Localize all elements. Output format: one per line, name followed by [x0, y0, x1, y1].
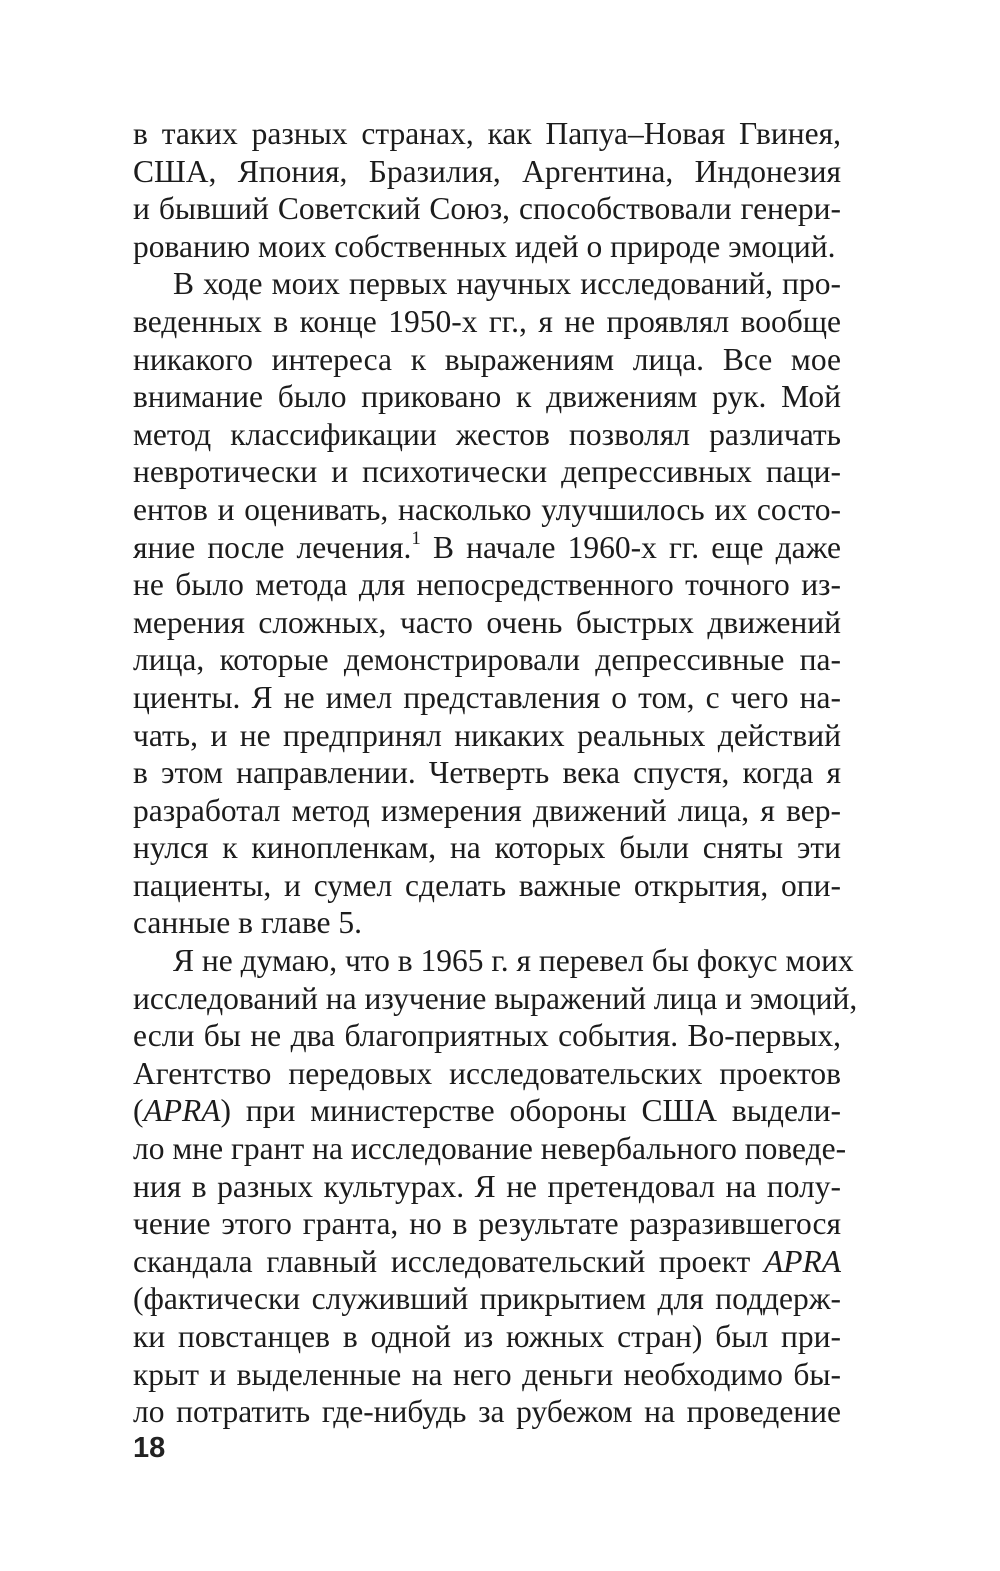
text-line: Я не думаю, что в 1965 г. я перевел бы фокус моих	[173, 943, 854, 979]
text-line: санные в главе 5.	[133, 905, 363, 941]
text-line: рованию моих собственных идей о природе эмоций.	[133, 228, 836, 264]
text-line: ло мне грант на исследование невербального поведе-	[133, 1131, 847, 1167]
text-line: В ходе моих первых научных исследований, про-	[173, 266, 841, 302]
text-line: ки повстанцев в одной из южных стран) был при-	[133, 1319, 841, 1354]
text-line	[133, 1243, 841, 1281]
text-line: США, Япония, Бразилия, Аргентина, Индонезия	[133, 153, 841, 189]
italic-acronym: APRA	[764, 1243, 841, 1279]
text-line: разработал метод измерения движений лица, я вер-	[133, 792, 841, 828]
page-number: 18	[133, 1432, 166, 1464]
text-line: мерения сложных, часто очень быстрых движений	[133, 604, 841, 640]
text-line: Агентство передовых исследовательских проектов	[133, 1055, 841, 1091]
text-line: если бы не два благоприятных события. Во-первых,	[133, 1018, 841, 1054]
text-line: чение этого гранта, но в результате разразившегося	[133, 1206, 841, 1242]
text-line: (фактически служивший прикрытием для поддерж-	[133, 1281, 841, 1317]
text-line	[133, 529, 841, 567]
text-line: ло потратить где-нибудь за рубежом на проведение	[133, 1394, 841, 1430]
text-line: не было метода для непосредственного точного из-	[133, 567, 841, 603]
line-text: скандала главный исследовательский проект	[133, 1243, 765, 1279]
text-line: исследований на изучение выражений лица и эмоций,	[133, 980, 858, 1016]
text-line: ентов и оценивать, насколько улучшилось их состо-	[133, 491, 841, 527]
line-text: ) при министерстве обороны США выдели-	[220, 1093, 841, 1129]
text-line: лица, которые демонстрировали депрессивные па-	[133, 642, 841, 678]
text-line: циенты. Я не имел представления о том, с чего на-	[133, 679, 841, 715]
text-line	[133, 1092, 841, 1130]
text-line: пациенты, и сумел сделать важные открытия, опи-	[133, 867, 841, 903]
text-line: невротически и психотически депрессивных паци-	[133, 454, 841, 490]
line-text: (	[133, 1093, 144, 1129]
italic-acronym: APRA	[143, 1093, 221, 1129]
line-text: яние после лечения.	[133, 529, 412, 565]
text-line: и бывший Советский Союз, способствовали генери-	[133, 191, 841, 227]
text-line: никакого интереса к выражениям лица. Все мое	[133, 341, 841, 377]
text-line: в этом направлении. Четверть века спустя, когда я	[133, 755, 841, 791]
text-line: в таких разных странах, как Папуа–Новая Гвинея,	[133, 116, 841, 151]
text-line: ния в разных культурах. Я не претендовал на полу-	[133, 1168, 841, 1204]
body-text	[133, 115, 858, 1431]
footnote-marker: 1	[411, 527, 421, 549]
text-line: чать, и не предпринял никаких реальных действий	[133, 717, 841, 753]
text-line: нулся к кинопленкам, на которых были сняты эти	[133, 830, 841, 866]
text-line: метод классификации жестов позволял различать	[133, 416, 841, 452]
text-line: крыт и выделенные на него деньги необходимо бы-	[133, 1356, 841, 1392]
text-line: внимание было приковано к движениям рук. Мой	[133, 379, 841, 415]
text-line: веденных в конце 1950-х гг., я не проявлял вообще	[133, 303, 841, 339]
line-text: В начале 1960-х гг. еще даже	[420, 529, 841, 565]
